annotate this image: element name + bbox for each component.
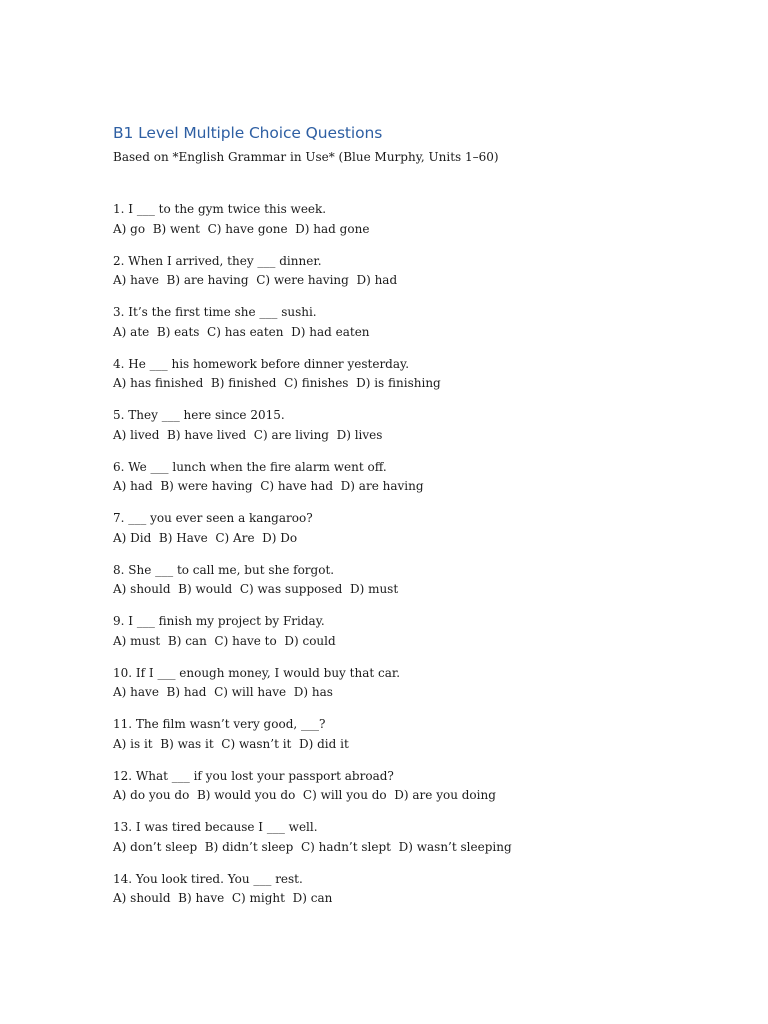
question-5	[113, 406, 733, 458]
question-4	[113, 355, 733, 407]
question-3	[113, 303, 733, 355]
question-stem: 1. I ___ to the gym twice this week.	[113, 202, 327, 216]
document-subtitle: Based on *English Grammar in Use* (Blue Murphy, Units 1–60)	[113, 150, 499, 164]
question-stem: 5. They ___ here since 2015.	[113, 408, 285, 422]
question-stem: 4. He ___ his homework before dinner yesterday.	[113, 356, 410, 371]
question-2	[113, 252, 733, 304]
question-stem: 10. If I ___ enough money, I would buy that car.	[113, 665, 401, 680]
answer-options: A) lived B) have lived C) are living D) lives	[113, 427, 383, 442]
question-10	[113, 664, 733, 716]
question-12	[113, 767, 733, 819]
question-1	[113, 200, 733, 252]
answer-options: A) go B) went C) have gone D) had gone	[113, 221, 370, 236]
answer-options: A) don’t sleep B) didn’t sleep C) hadn’t slept D) wasn’t sleeping	[113, 839, 512, 854]
question-7	[113, 509, 733, 561]
question-list	[113, 200, 733, 921]
question-stem: 2. When I arrived, they ___ dinner.	[113, 253, 322, 268]
question-13	[113, 818, 733, 870]
question-9	[113, 612, 733, 664]
answer-options: A) have B) are having C) were having D) had	[113, 273, 398, 287]
answer-options: A) should B) would C) was supposed D) must	[113, 582, 399, 596]
question-stem: 7. ___ you ever seen a kangaroo?	[113, 511, 313, 525]
question-11	[113, 715, 733, 767]
answer-options: A) has finished B) finished C) finishes D) is finishing	[113, 376, 441, 390]
question-6	[113, 458, 733, 510]
question-stem: 12. What ___ if you lost your passport abroad?	[113, 768, 394, 783]
question-8	[113, 561, 733, 613]
question-stem: 6. We ___ lunch when the fire alarm went off.	[113, 459, 387, 474]
answer-options: A) ate B) eats C) has eaten D) had eaten	[113, 324, 370, 339]
answer-options: A) Did B) Have C) Are D) Do	[113, 530, 298, 545]
question-stem: 11. The film wasn’t very good, ___?	[113, 717, 326, 731]
document-title: B1 Level Multiple Choice Questions	[113, 124, 383, 142]
answer-options: A) is it B) was it C) wasn’t it D) did it	[113, 736, 349, 751]
answer-options: A) have B) had C) will have D) has	[113, 685, 333, 699]
answer-options: A) must B) can C) have to D) could	[113, 633, 336, 648]
question-stem: 14. You look tired. You ___ rest.	[113, 871, 303, 886]
question-stem: 13. I was tired because I ___ well.	[113, 820, 318, 834]
answer-options: A) should B) have C) might D) can	[113, 891, 333, 905]
question-stem: 8. She ___ to call me, but she forgot.	[113, 562, 335, 577]
answer-options: A) had B) were having C) have had D) are having	[113, 479, 424, 493]
question-14	[113, 870, 733, 922]
answer-options: A) do you do B) would you do C) will you do D) are you doing	[113, 788, 496, 802]
question-stem: 9. I ___ finish my project by Friday.	[113, 614, 325, 628]
question-stem: 3. It’s the first time she ___ sushi.	[113, 305, 317, 319]
